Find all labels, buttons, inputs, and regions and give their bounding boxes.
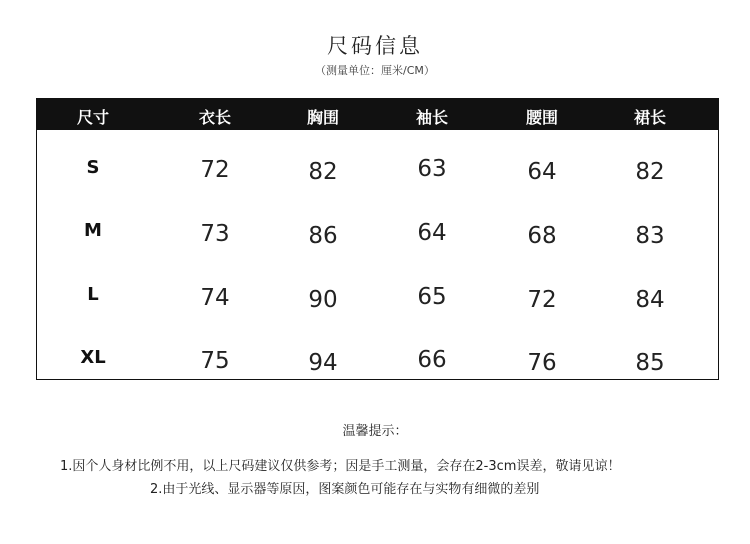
size-cell: L bbox=[87, 284, 99, 305]
note-line-2: 2.由于光线、显示器等原因，图案颜色可能存在与实物有细微的差别 bbox=[150, 482, 540, 497]
length-cell: 72 bbox=[200, 157, 230, 183]
size-cell: M bbox=[84, 220, 102, 241]
size-cell: S bbox=[86, 157, 100, 178]
sleeve-cell: 63 bbox=[417, 156, 447, 182]
waist-cell: 72 bbox=[527, 287, 557, 313]
waist-cell: 64 bbox=[527, 159, 557, 185]
chest-cell: 90 bbox=[308, 287, 338, 313]
length-cell: 74 bbox=[200, 285, 230, 311]
note-line-1: 1.因个人身材比例不用，以上尺码建议仅供参考；因是手工测量，会存在2-3cm误差，敬请见谅！ bbox=[60, 459, 621, 474]
chest-cell: 82 bbox=[308, 159, 338, 185]
table-header bbox=[37, 99, 718, 130]
skirt-length-cell: 82 bbox=[635, 159, 665, 185]
unit-note: （测量单位：厘米/CM） bbox=[315, 64, 435, 77]
notes-title: 温馨提示： bbox=[342, 424, 408, 439]
header-length: 衣长 bbox=[198, 108, 231, 127]
header-waist: 腰围 bbox=[525, 108, 558, 127]
skirt-length-cell: 84 bbox=[635, 287, 665, 313]
header-chest: 胸围 bbox=[306, 108, 339, 127]
skirt-length-cell: 85 bbox=[635, 350, 665, 376]
size-cell: XL bbox=[80, 347, 106, 368]
sleeve-cell: 64 bbox=[417, 220, 447, 246]
length-cell: 73 bbox=[200, 221, 230, 247]
header-skirt-length: 裙长 bbox=[633, 108, 666, 127]
sleeve-cell: 66 bbox=[417, 347, 447, 373]
chest-cell: 94 bbox=[308, 350, 338, 376]
skirt-length-cell: 83 bbox=[635, 223, 665, 249]
waist-cell: 68 bbox=[527, 223, 557, 249]
header-size: 尺寸 bbox=[76, 108, 109, 127]
sleeve-cell: 65 bbox=[417, 284, 447, 310]
chest-cell: 86 bbox=[308, 223, 338, 249]
page-title: 尺码信息 bbox=[327, 34, 423, 58]
waist-cell: 76 bbox=[527, 350, 557, 376]
size-table bbox=[36, 98, 719, 380]
header-sleeve: 袖长 bbox=[415, 108, 448, 127]
length-cell: 75 bbox=[200, 348, 230, 374]
